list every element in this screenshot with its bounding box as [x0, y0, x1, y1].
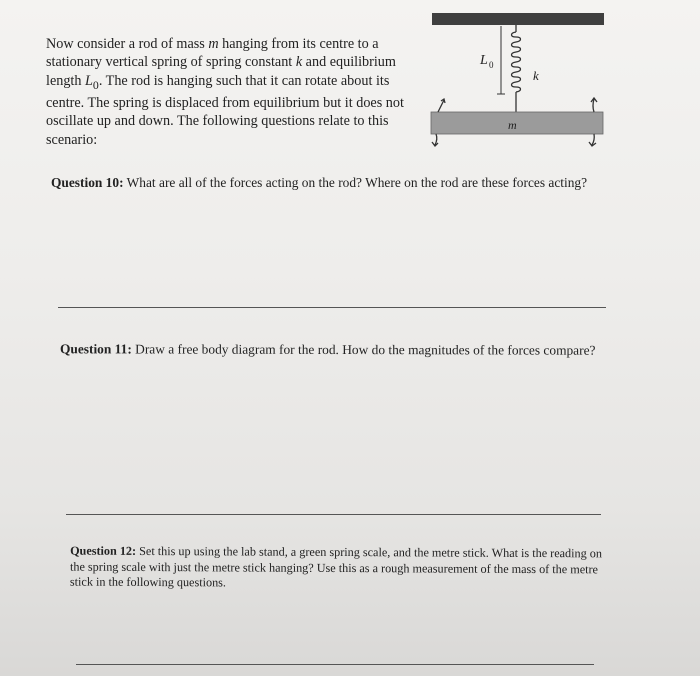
rod: [431, 112, 603, 134]
rod-spring-diagram: [428, 8, 608, 153]
answer-line-10: [58, 307, 606, 308]
intro-paragraph: [46, 35, 421, 149]
intro-text-1: Now consider a rod of mass: [46, 36, 209, 52]
answer-line-12: [76, 664, 594, 665]
question-12-number: Question 12:: [70, 543, 137, 558]
mass-symbol: m: [208, 36, 219, 52]
question-11-number: Question 11:: [59, 341, 132, 357]
question-12-text: Set this up using the lab stand, a green spring scale, and the metre stick. What is the reading on the spring scale with just the metre stick hanging? Use this as a rough measurement of the mass of the metre stick in the following questions.: [69, 543, 602, 590]
spring-coil: [512, 25, 521, 112]
spring-constant-label: k: [533, 68, 539, 83]
length-dimension: [497, 26, 505, 94]
answer-line-11: [66, 514, 601, 515]
length-subscript: 0: [92, 77, 99, 92]
intro-text-2: hanging from its centre to a stationary vertical spring of spring constant: [46, 36, 379, 71]
ceiling-bar: [432, 13, 604, 25]
length-label: L: [480, 53, 488, 68]
question-10-text: What are all of the forces acting on the rod? Where on the rod are these forces acting?: [123, 175, 588, 190]
question-11-text: Draw a free body diagram for the rod. How do the magnitudes of the forces compare?: [131, 341, 596, 358]
question-12: [70, 544, 610, 593]
length-label-subscript: 0: [489, 60, 494, 70]
question-11: [60, 340, 620, 358]
intro-text-4: . The rod is hanging such that it can rotate about its centre. The spring is displaced from equilibrium but it does not oscillate up and down. The following questions relate to this scenario:: [46, 72, 404, 148]
spring-constant-symbol: k: [295, 54, 303, 71]
length-symbol: L: [85, 72, 93, 89]
question-10: [51, 174, 621, 191]
intro-text-3: and equilibrium length: [46, 54, 396, 89]
mass-label: m: [508, 118, 517, 132]
question-10-number: Question 10:: [51, 175, 124, 190]
